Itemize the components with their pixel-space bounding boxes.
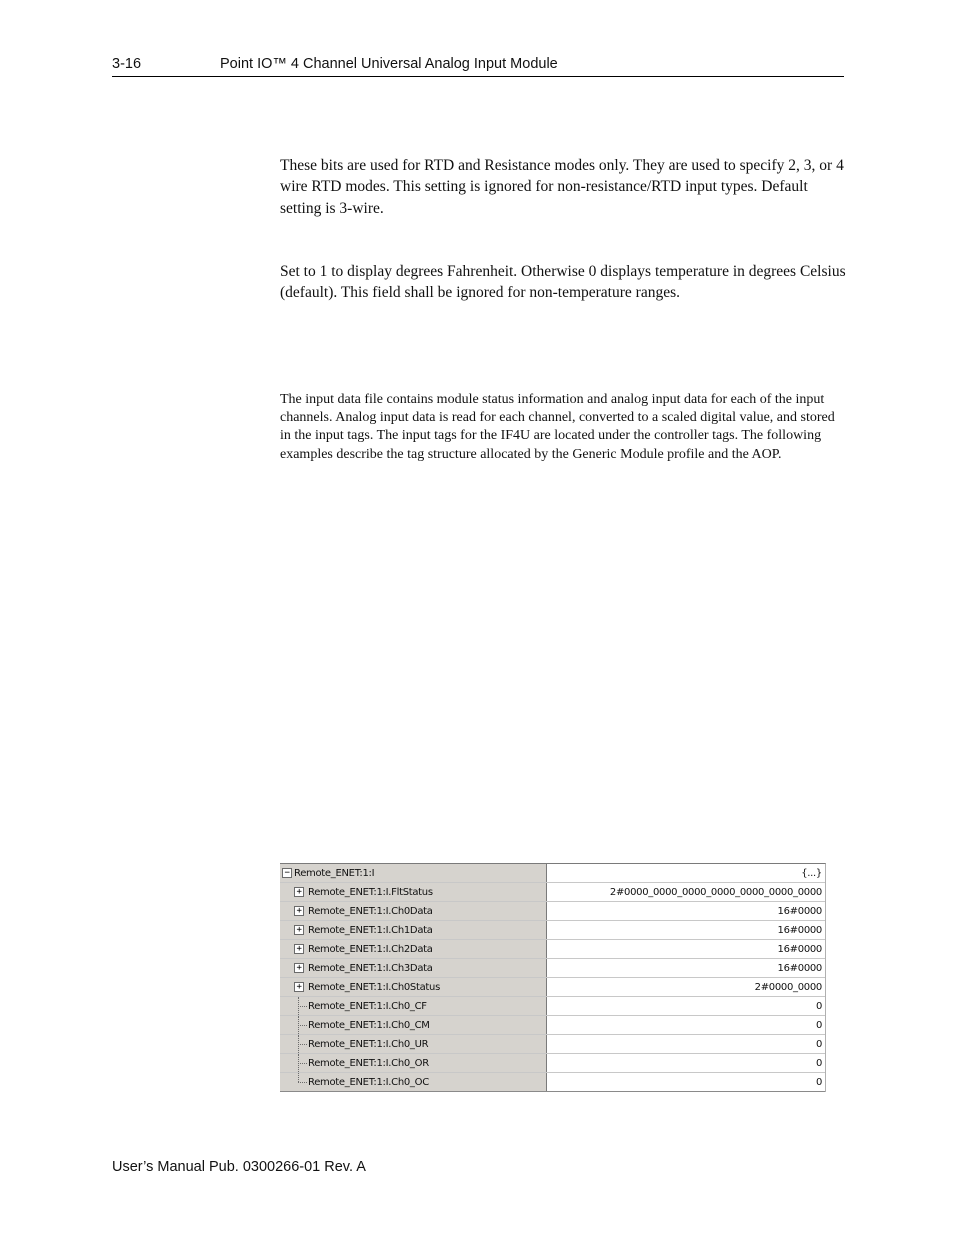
tag-row[interactable] — [280, 959, 825, 978]
tag-name: Remote_ENET:1:I.Ch0_CM — [308, 1019, 430, 1031]
tag-row-root[interactable] — [280, 864, 825, 883]
page-number: 3-16 — [112, 56, 142, 72]
tag-name-cell — [280, 959, 547, 977]
tag-name-cell — [280, 1073, 547, 1091]
tag-name-cell — [280, 978, 547, 996]
wire-mode-paragraph: These bits are used for RTD and Resistance modes only. They are used to specify 2, 3, or 4 wire RTD modes. This setting is ignored for non-resistance/RTD input types. Default setting is 3-wire. — [280, 157, 844, 217]
tree-line — [298, 1073, 299, 1082]
tag-value-cell[interactable] — [547, 940, 825, 958]
tag-row[interactable] — [280, 978, 825, 997]
tag-row[interactable] — [280, 1016, 825, 1035]
tag-row[interactable] — [280, 902, 825, 921]
tag-row[interactable] — [280, 1073, 825, 1092]
tag-value-cell[interactable] — [547, 864, 825, 882]
tag-name: Remote_ENET:1:I.Ch3Data — [308, 962, 433, 974]
tag-value-cell[interactable] — [547, 1035, 825, 1053]
page-header — [112, 55, 844, 77]
tag-name-cell — [280, 1035, 547, 1053]
tag-name: Remote_ENET:1:I.FltStatus — [308, 886, 433, 898]
tag-name-cell — [280, 940, 547, 958]
tag-value: 16#0000 — [777, 924, 822, 936]
tree-line — [298, 1082, 307, 1083]
tag-value: 16#0000 — [777, 905, 822, 917]
page-footer: User’s Manual Pub. 0300266-01 Rev. A — [112, 1159, 366, 1175]
tag-value-cell[interactable] — [547, 902, 825, 920]
tag-name: Remote_ENET:1:I.Ch0Status — [308, 981, 440, 993]
tag-name: Remote_ENET:1:I — [294, 867, 375, 879]
tag-name-cell — [280, 1054, 547, 1072]
tag-row[interactable] — [280, 940, 825, 959]
tag-value: 2#0000_0000 — [754, 981, 822, 993]
tag-value-cell[interactable] — [547, 883, 825, 901]
tag-row[interactable] — [280, 997, 825, 1016]
tag-value-cell[interactable] — [547, 1016, 825, 1034]
tag-name-cell — [280, 902, 547, 920]
tree-line — [298, 1063, 307, 1064]
expand-icon[interactable]: + — [294, 906, 304, 916]
tag-value: 0 — [815, 1019, 822, 1031]
tag-name: Remote_ENET:1:I.Ch0_OR — [308, 1057, 429, 1069]
tag-value: 0 — [815, 1038, 822, 1050]
tag-name: Remote_ENET:1:I.Ch0Data — [308, 905, 433, 917]
tag-name: Remote_ENET:1:I.Ch0_UR — [308, 1038, 429, 1050]
expand-icon[interactable]: + — [294, 963, 304, 973]
collapse-icon[interactable]: − — [282, 868, 292, 878]
page-header-title: Point IO™ 4 Channel Universal Analog Input Module — [220, 56, 558, 72]
tag-value-cell[interactable] — [547, 1073, 825, 1091]
expand-icon[interactable]: + — [294, 887, 304, 897]
tag-value: {...} — [801, 867, 822, 879]
tag-row[interactable] — [280, 1035, 825, 1054]
tree-line — [298, 1044, 307, 1045]
tag-value-cell[interactable] — [547, 921, 825, 939]
tag-name: Remote_ENET:1:I.Ch0_CF — [308, 1000, 427, 1012]
tag-value: 16#0000 — [777, 962, 822, 974]
tag-value-cell[interactable] — [547, 959, 825, 977]
tag-name-cell — [280, 921, 547, 939]
tag-table — [280, 863, 826, 1092]
tag-name-cell — [280, 864, 547, 882]
tag-name-cell — [280, 997, 547, 1015]
tag-row[interactable] — [280, 1054, 825, 1073]
tag-row[interactable] — [280, 921, 825, 940]
input-data-paragraph: The input data file contains module status information and analog input data for each of the input channels. Analog input data is read for each channel, converted to a scaled digital value, and stored in the input tags. The input tags for the IF4U are located under the controller tags. The following examples describe the tag structure allocated by the Generic Module profile and the AOP. — [280, 392, 835, 462]
tag-name-cell — [280, 1016, 547, 1034]
tag-value-cell[interactable] — [547, 978, 825, 996]
temperature-units-paragraph: Set to 1 to display degrees Fahrenheit. Otherwise 0 displays temperature in degrees Celsius (default). This field shall be ignored for non-temperature ranges. — [280, 263, 846, 302]
tag-name: Remote_ENET:1:I.Ch2Data — [308, 943, 433, 955]
tag-value: 0 — [815, 1057, 822, 1069]
tag-value: 2#0000_0000_0000_0000_0000_0000_0000 — [609, 886, 822, 898]
expand-icon[interactable]: + — [294, 982, 304, 992]
expand-icon[interactable]: + — [294, 925, 304, 935]
expand-icon[interactable]: + — [294, 944, 304, 954]
tag-value-cell[interactable] — [547, 997, 825, 1015]
tag-name-cell — [280, 883, 547, 901]
tag-name: Remote_ENET:1:I.Ch0_OC — [308, 1076, 429, 1088]
tree-line — [298, 1006, 307, 1007]
tree-line — [298, 1025, 307, 1026]
tag-value-cell[interactable] — [547, 1054, 825, 1072]
tag-value: 0 — [815, 1076, 822, 1088]
tag-name: Remote_ENET:1:I.Ch1Data — [308, 924, 433, 936]
tag-value: 16#0000 — [777, 943, 822, 955]
tag-row[interactable] — [280, 883, 825, 902]
tag-value: 0 — [815, 1000, 822, 1012]
